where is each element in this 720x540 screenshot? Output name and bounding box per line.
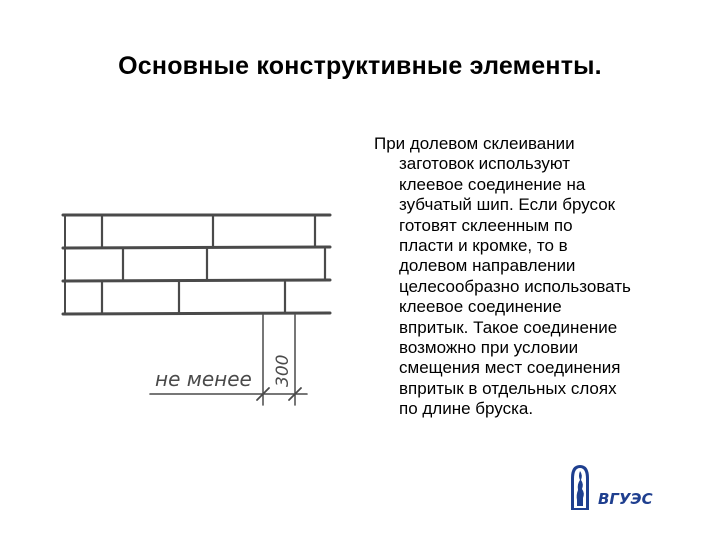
body-line: клеевое соединение: [399, 297, 562, 317]
body-line: долевом направлении: [399, 256, 576, 276]
body-line: целесообразно использовать: [399, 276, 631, 296]
slide-title: Основные конструктивные элементы.: [118, 52, 602, 80]
body-line: зубчатый шип. Если брусок: [399, 195, 616, 215]
body-line: При долевом склеивании: [374, 134, 575, 153]
annotation-label: не менее: [155, 367, 252, 391]
slide-body-text: [374, 134, 694, 420]
university-logo: [568, 462, 668, 514]
logo-text: ВГУЭС: [598, 490, 653, 508]
body-line: по длине бруска.: [399, 399, 534, 419]
beam-joint-sketch: [55, 200, 345, 415]
body-line: заготовок используют: [399, 154, 570, 174]
dimension-value: 300: [273, 354, 293, 387]
body-line: клеевое соединение на: [399, 174, 586, 194]
logo-emblem-icon: [571, 465, 589, 510]
body-line: готовят склеенным по: [399, 215, 573, 235]
body-line: впритык в отдельных слоях: [399, 378, 617, 398]
body-line: смещения мест соединения: [399, 358, 621, 378]
body-line: пласти и кромке, то в: [399, 236, 568, 256]
body-line: впритык. Такое соединение: [399, 317, 618, 337]
body-line: возможно при условии: [399, 338, 579, 358]
layer-line: [63, 280, 330, 281]
